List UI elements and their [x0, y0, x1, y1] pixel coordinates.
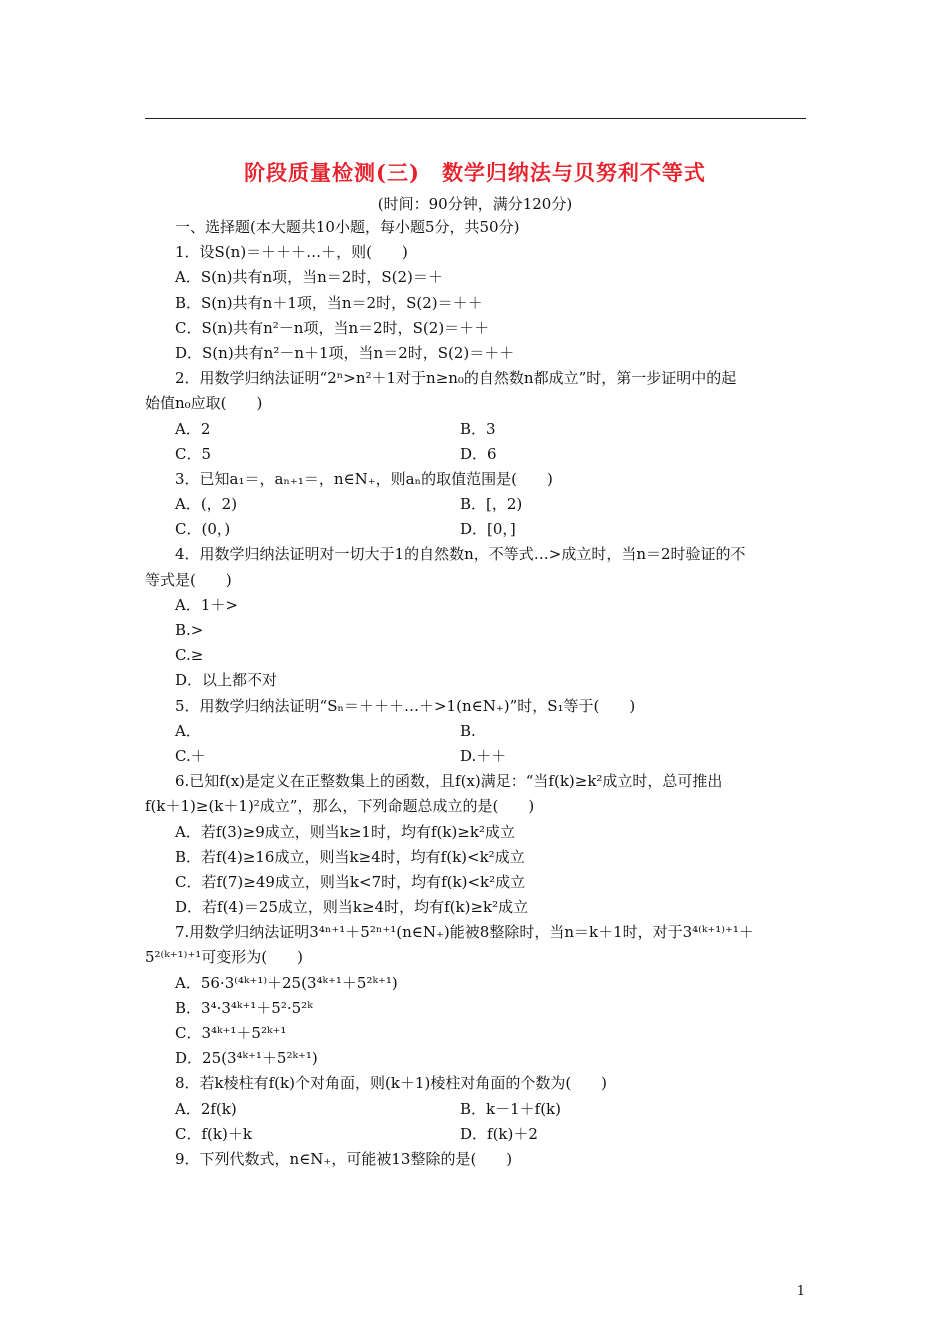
option-item: D．f(k)＋2 [460, 1124, 538, 1143]
option-item: B．k－1＋f(k) [460, 1099, 562, 1118]
text-line: B．S(n)共有n＋1项，当n＝2时，S(2)＝＋＋ [175, 293, 483, 312]
option-item: B．[，2) [460, 495, 523, 514]
text-line: 5．用数学归纳法证明“Sₙ＝＋＋＋…＋>1(n∈N₊)”时，S₁等于( ) [175, 696, 636, 715]
option-item: C．(0，) [175, 520, 231, 539]
text-line: 2．用数学归纳法证明“2ⁿ>n²＋1对于n≥n₀的自然数n都成立”时，第一步证明中的起 [175, 369, 737, 388]
page-number: 1 [796, 1284, 805, 1299]
text-line: 8．若k棱柱有f(k)个对角面，则(k＋1)棱柱对角面的个数为( ) [175, 1074, 608, 1093]
text-line: 等式是( ) [145, 570, 232, 589]
option-row [145, 442, 806, 467]
text-line: 5²⁽ᵏ⁺¹⁾⁺¹可变形为( ) [145, 948, 303, 967]
text-line: B．3⁴·3⁴ᵏ⁺¹＋5²·5²ᵏ [175, 998, 313, 1017]
text-line: 4．用数学归纳法证明对一切大于1的自然数n，不等式…>成立时，当n＝2时验证的不 [175, 545, 746, 564]
text-line: f(k＋1)≥(k＋1)²成立”，那么，下列命题总成立的是( ) [145, 797, 535, 816]
title-left: 阶段质量检测(三) [244, 160, 420, 185]
text-line: B．若f(4)≥16成立，则当k≥4时，均有f(k)<k²成立 [175, 847, 525, 866]
option-row [145, 719, 806, 744]
text-line: 始值n₀应取( ) [145, 394, 263, 413]
option-row [145, 1097, 806, 1122]
text-line: C．若f(7)≥49成立，则当k<7时，均有f(k)<k²成立 [175, 872, 526, 891]
text-line: 一、选择题(本大题共10小题，每小题5分，共50分) [175, 218, 520, 236]
option-item: D．6 [460, 444, 497, 463]
text-line: C.≥ [175, 646, 204, 665]
option-item: A． [175, 721, 201, 740]
title-right: 数学归纳法与贝努利不等式 [441, 160, 706, 185]
option-row [145, 517, 806, 542]
option-row [145, 744, 806, 769]
text-line: 1．设S(n)＝＋＋＋…＋，则( ) [175, 243, 408, 262]
header-rule [145, 118, 806, 119]
text-line: B.> [175, 621, 204, 639]
text-line: A．1＋> [175, 595, 238, 614]
text-line: D．S(n)共有n²－n＋1项，当n＝2时，S(2)＝＋＋ [175, 343, 515, 362]
text-line: D．若f(4)＝25成立，则当k≥4时，均有f(k)≥k²成立 [175, 898, 529, 917]
option-row [145, 1122, 806, 1147]
option-item: D．[0，] [460, 520, 516, 539]
option-row [145, 492, 806, 517]
option-item: A．2f(k) [175, 1099, 237, 1118]
question-body [145, 215, 806, 1172]
option-row [145, 417, 806, 442]
page-title [0, 157, 950, 187]
option-item: B. [460, 721, 476, 740]
option-item: D.＋＋ [460, 746, 507, 765]
text-line: A．56·3⁽⁴ᵏ⁺¹⁾＋25(3⁴ᵏ⁺¹＋5²ᵏ⁺¹) [175, 973, 398, 992]
text-line: C．S(n)共有n²－n项，当n＝2时，S(2)＝＋＋ [175, 318, 490, 337]
text-line: C．3⁴ᵏ⁺¹＋5²ᵏ⁺¹ [175, 1024, 287, 1042]
text-line: D．以上都不对 [175, 671, 278, 690]
option-item: C．f(k)＋k [175, 1124, 252, 1143]
exam-info: (时间：90分钟，满分120分) [377, 195, 573, 213]
text-line: A．S(n)共有n项，当n＝2时，S(2)＝＋ [175, 268, 443, 287]
text-line: 7.用数学归纳法证明3⁴ⁿ⁺¹＋5²ⁿ⁺¹(n∈N₊)能被8整除时，当n＝k＋1时，对于3⁴⁽ᵏ⁺¹⁾⁺¹＋ [175, 923, 754, 942]
text-line: D．25(3⁴ᵏ⁺¹＋5²ᵏ⁺¹) [175, 1049, 318, 1068]
option-item: C．5 [175, 444, 212, 463]
text-line: 9．下列代数式，n∈N₊，可能被13整除的是( ) [175, 1149, 513, 1168]
option-item: C.＋ [175, 746, 206, 765]
text-line: 6.已知f(x)是定义在正整数集上的函数，且f(x)满足：“当f(k)≥k²成立时，总可推出 [175, 772, 723, 791]
option-item: B．3 [460, 419, 496, 438]
text-line: 3．已知a₁＝，aₙ₊₁＝，n∈N₊，则aₙ的取值范围是( ) [175, 469, 553, 488]
option-item: A．2 [175, 419, 211, 438]
option-item: A．(，2) [175, 495, 238, 514]
text-line: A．若f(3)≥9成立，则当k≥1时，均有f(k)≥k²成立 [175, 822, 515, 841]
